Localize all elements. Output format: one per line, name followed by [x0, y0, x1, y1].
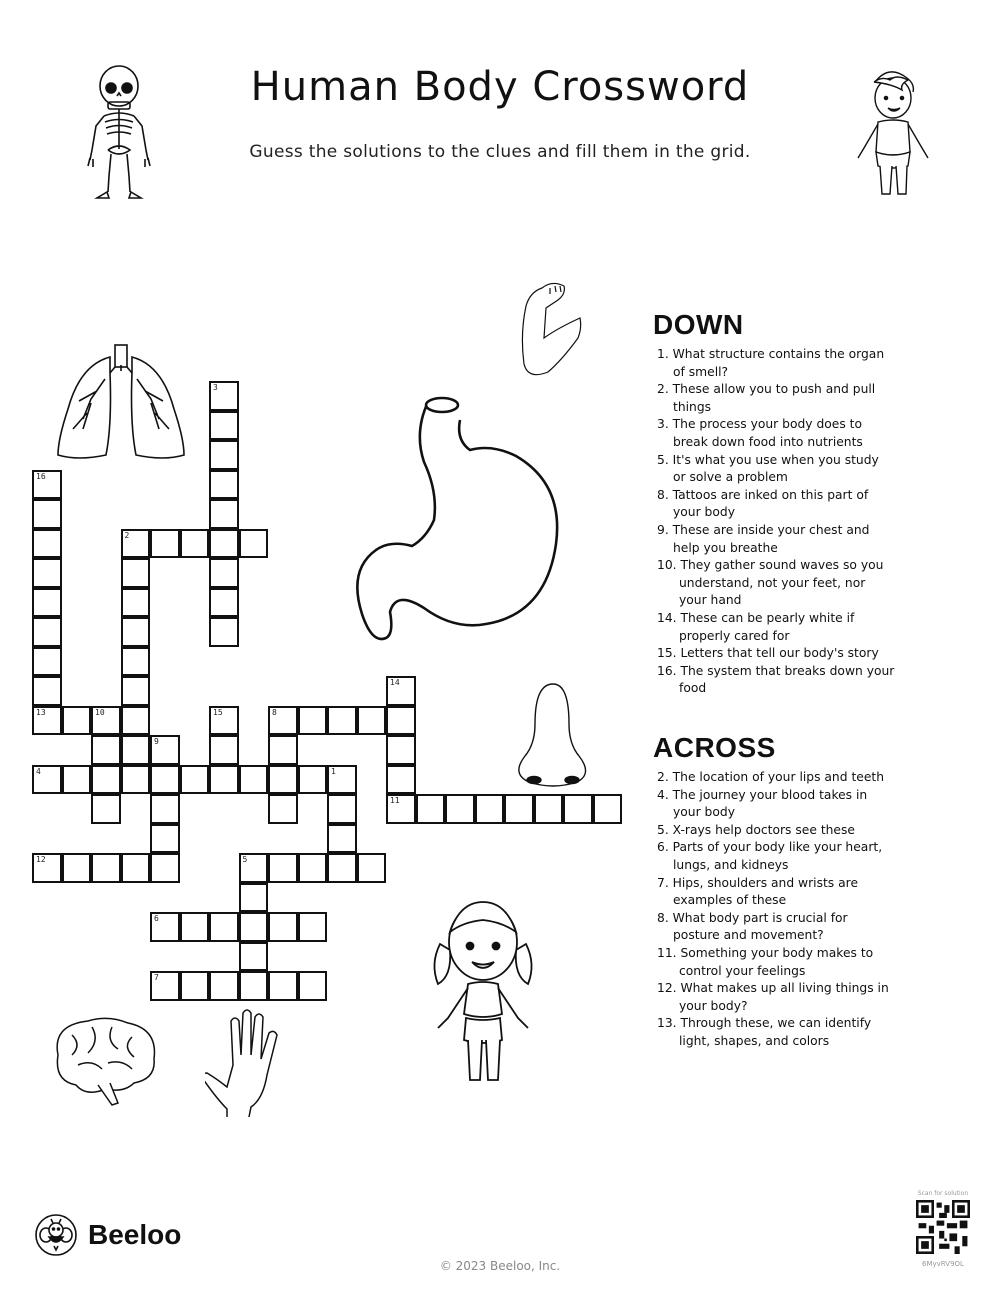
grid-cell[interactable] — [268, 971, 298, 1001]
grid-cell[interactable] — [150, 912, 180, 942]
grid-cell[interactable] — [150, 735, 180, 765]
grid-cell[interactable] — [150, 529, 180, 559]
grid-cell[interactable] — [268, 706, 298, 736]
clue-number: 8 — [272, 707, 277, 717]
grid-cell[interactable] — [268, 912, 298, 942]
clue-number: 16 — [36, 471, 46, 481]
grid-cell[interactable] — [150, 971, 180, 1001]
across-clue-4: 4. The journey your blood takes in your body — [657, 787, 868, 820]
down-clue-3: 3. The process your body does to break down food into nutrients — [657, 417, 863, 449]
down-heading: DOWN — [653, 309, 744, 340]
grid-cell[interactable] — [386, 735, 416, 765]
grid-cell[interactable] — [209, 440, 239, 470]
qr-code-text: 6MyvRV9OL — [922, 1260, 964, 1268]
grid-cell[interactable] — [386, 765, 416, 795]
down-clue-9: 9. These are inside your chest and help you breathe — [657, 522, 870, 555]
grid-cell[interactable] — [357, 853, 387, 883]
across-clue-13: 13. Through these, we can identify light, shapes, and colors — [657, 1016, 872, 1048]
grid-cell[interactable] — [32, 588, 62, 618]
grid-cell[interactable] — [327, 706, 357, 736]
grid-cell[interactable] — [180, 971, 210, 1001]
grid-cell[interactable] — [298, 706, 328, 736]
grid-cell[interactable] — [121, 765, 151, 795]
grid-cell[interactable] — [121, 558, 151, 588]
grid-cell[interactable] — [534, 794, 564, 824]
grid-cell[interactable] — [32, 765, 62, 795]
grid-cell[interactable] — [239, 942, 269, 972]
grid-cell[interactable] — [416, 794, 446, 824]
across-clues — [655, 733, 895, 1051]
grid-cell[interactable] — [62, 853, 92, 883]
clue-number: 3 — [213, 383, 218, 392]
grid-cell[interactable] — [209, 706, 239, 736]
across-clue-5: 5. X-rays help doctors see these — [657, 822, 855, 837]
clue-number: 14 — [390, 678, 400, 687]
clue-number: 12 — [36, 855, 46, 864]
grid-cell[interactable] — [239, 529, 269, 559]
grid-cell[interactable] — [209, 411, 239, 441]
grid-cell[interactable] — [209, 617, 239, 647]
grid-cell[interactable] — [298, 912, 328, 942]
grid-cell[interactable] — [62, 706, 92, 736]
grid-cell[interactable] — [121, 529, 151, 559]
grid-cell[interactable] — [327, 853, 357, 883]
qr-code-icon[interactable] — [916, 1200, 970, 1254]
down-clue-15: 15. Letters that tell our body's story — [657, 646, 879, 661]
grid-cell[interactable] — [298, 853, 328, 883]
brand-name: Beeloo — [88, 1219, 182, 1250]
grid-cell[interactable] — [91, 853, 121, 883]
clue-number: 11 — [390, 796, 400, 805]
grid-cell[interactable] — [32, 676, 62, 706]
grid-cell[interactable] — [180, 765, 210, 795]
across-clue-8: 8. What body part is crucial for posture and movement? — [657, 910, 848, 943]
grid-cell[interactable] — [32, 499, 62, 529]
grid-cell[interactable] — [327, 794, 357, 824]
grid-cell[interactable] — [209, 765, 239, 795]
grid-cell[interactable] — [298, 971, 328, 1001]
clue-number: 6 — [154, 914, 159, 923]
brand-logo — [34, 1213, 181, 1257]
grid-cell[interactable] — [593, 794, 623, 824]
grid-cell[interactable] — [150, 765, 180, 795]
grid-cell[interactable] — [504, 794, 534, 824]
page-title: Human Body Crossword — [250, 64, 750, 110]
grid-cell[interactable] — [445, 794, 475, 824]
grid-cell[interactable] — [121, 617, 151, 647]
clue-number: 4 — [36, 766, 41, 776]
grid-cell[interactable] — [91, 794, 121, 824]
page-subtitle: Guess the solutions to the clues and fill them in the grid. — [249, 142, 751, 162]
grid-cell[interactable] — [386, 676, 416, 706]
grid-cell[interactable] — [268, 765, 298, 795]
down-clue-5: 5. It's what you use when you study or solve a problem — [657, 452, 879, 485]
grid-cell[interactable] — [121, 706, 151, 736]
grid-cell[interactable] — [32, 529, 62, 559]
grid-cell[interactable] — [239, 971, 269, 1001]
qr-label: Scan for solution — [917, 1190, 969, 1197]
across-clue-7: 7. Hips, shoulders and wrists are examples of these — [657, 875, 859, 908]
grid-cell[interactable] — [32, 647, 62, 677]
grid-cell[interactable] — [209, 971, 239, 1001]
grid-cell[interactable] — [91, 735, 121, 765]
copyright: © 2023 Beeloo, Inc. — [439, 1259, 561, 1273]
grid-cell[interactable] — [32, 853, 62, 883]
down-clue-2: 2. These allow you to push and pull things — [657, 382, 876, 414]
grid-cell[interactable] — [180, 912, 210, 942]
across-clue-2: 2. The location of your lips and teeth — [657, 770, 885, 784]
down-clue-10: 10. They gather sound waves so you understand, not your feet, nor your hand — [657, 558, 884, 608]
grid-cell[interactable] — [268, 794, 298, 824]
grid-cell[interactable] — [239, 912, 269, 942]
grid-cell[interactable] — [121, 647, 151, 677]
clue-number: 15 — [213, 707, 223, 717]
grid-cell[interactable] — [298, 765, 328, 795]
grid-cell[interactable] — [239, 765, 269, 795]
grid-cell[interactable] — [209, 499, 239, 529]
grid-cell[interactable] — [209, 529, 239, 559]
grid-cell[interactable] — [180, 529, 210, 559]
grid-cell[interactable] — [32, 558, 62, 588]
bee-icon — [34, 1213, 78, 1257]
across-clue-6: 6. Parts of your body like your heart, lungs, and kidneys — [657, 840, 883, 872]
grid-cell[interactable] — [239, 883, 269, 913]
clue-number: 10 — [95, 707, 105, 717]
grid-cell[interactable] — [32, 617, 62, 647]
clue-number: 7 — [154, 973, 159, 982]
across-clue-11: 11. Something your body makes to control your feelings — [657, 945, 874, 978]
grid-cell[interactable] — [32, 706, 62, 736]
grid-cell[interactable] — [121, 853, 151, 883]
grid-cell[interactable] — [150, 853, 180, 883]
grid-cell[interactable] — [357, 706, 387, 736]
grid-cell[interactable] — [563, 794, 593, 824]
grid-cell[interactable] — [268, 735, 298, 765]
grid-cell[interactable] — [327, 765, 357, 795]
grid-cell[interactable] — [239, 853, 269, 883]
down-clue-16: 16. The system that breaks down your food — [657, 663, 895, 696]
grid-cell[interactable] — [209, 381, 239, 411]
across-clue-12: 12. What makes up all living things in your body? — [657, 981, 889, 1013]
grid-cell[interactable] — [475, 794, 505, 824]
grid-cell[interactable] — [209, 912, 239, 942]
clue-number: 2 — [124, 530, 130, 540]
grid-cell[interactable] — [121, 588, 151, 618]
grid-cell[interactable] — [327, 824, 357, 854]
down-clue-14: 14. These can be pearly white if properly cared for — [657, 610, 855, 643]
clue-number: 13 — [36, 707, 46, 717]
grid-cell[interactable] — [62, 765, 92, 795]
down-clue-8: 8. Tattoos are inked on this part of your body — [657, 487, 869, 520]
grid-cell[interactable] — [121, 735, 151, 765]
qr-solution[interactable] — [912, 1190, 974, 1268]
down-clues — [655, 310, 895, 698]
grid-cell[interactable] — [91, 706, 121, 736]
grid-cell[interactable] — [91, 765, 121, 795]
clue-number: 9 — [154, 737, 159, 746]
clue-number: 5 — [242, 855, 248, 864]
grid-cell[interactable] — [209, 558, 239, 588]
grid-cell[interactable] — [32, 470, 62, 500]
across-heading: ACROSS — [653, 732, 776, 763]
grid-cell[interactable] — [209, 470, 239, 500]
grid-cell[interactable] — [150, 794, 180, 824]
down-clue-1: 1. What structure contains the organ of smell? — [657, 347, 885, 379]
grid-cell[interactable] — [386, 794, 416, 824]
grid-cell[interactable] — [268, 853, 298, 883]
grid-cell[interactable] — [209, 735, 239, 765]
clue-number: 1 — [331, 766, 336, 776]
grid-cell[interactable] — [150, 824, 180, 854]
grid-cell[interactable] — [121, 676, 151, 706]
grid-cell[interactable] — [209, 588, 239, 618]
grid-cell[interactable] — [386, 706, 416, 736]
